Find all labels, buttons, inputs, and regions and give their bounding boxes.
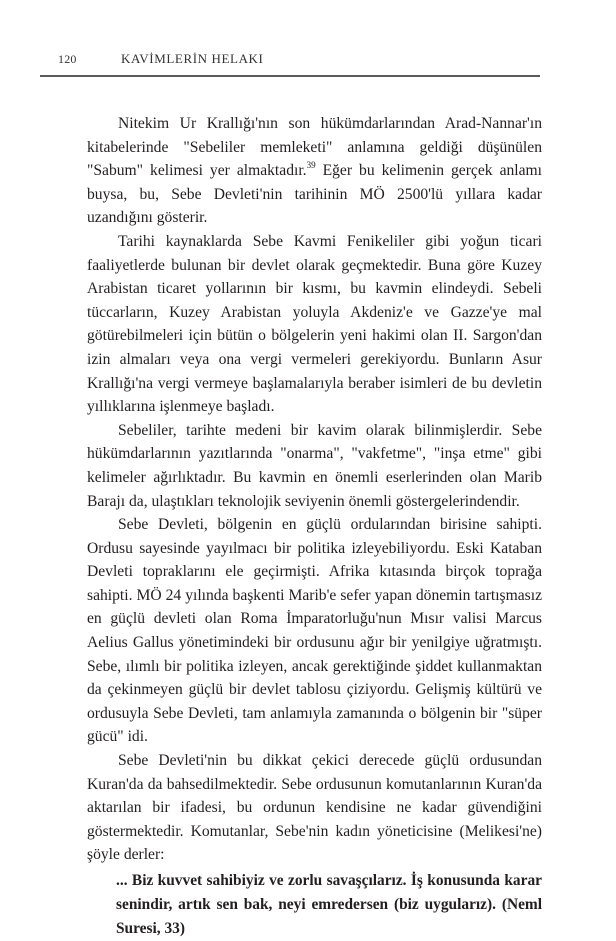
running-header [0,50,616,70]
paragraph-1-text: Nitekim Ur Krallığı'nın son hükümdarlarından Arad-Nannar'ın kitabelerinde "Sebeliler memleketi" anlamına geldiği düşünülen "Sabum" kelimesi yer almaktadır. [87,115,542,180]
book-title: KAVİMLERİN HELAKI [121,51,264,66]
header-rule [40,75,540,77]
paragraph-4: Sebe Devleti, bölgenin en güçlü ordularından birisine sahipti. Ordusu sayesinde yayılmacı bir politika izleyebiliyordu. Eski Kataban Devleti topraklarını ele geçirmişti. Afrika kıtasında birçok toprağa sahipti. MÖ 24 yılında başkenti Marib'e sefer yapan dönemin tartışmasız en güçlü devleti olan Roma İmparatorluğu'nun Mısır valisi Marcus Aelius Gallus yönetimindeki bir ordusunu ağır bir yenilgiye uğratmıştı. Sebe, ılımlı bir politika izleyen, ancak gerektiğinde şiddet kullanmaktan da çekinmeyen güçlü bir devlet tablosu çiziyordu. Gelişmiş kültürü ve ordusuyla Sebe Devleti, tam anlamıyla zamanında o bölgenin bir "süper gücü" idi. [87,516,542,746]
quran-quote: ... Biz kuvvet sahibiyiz ve zorlu savaşçılarız. İş konusunda karar senindir, artık sen bak, neyi emredersen (biz uygularız). (Neml Suresi, 33) [116,872,542,937]
body-text [87,112,542,941]
paragraph-2: Tarihi kaynaklarda Sebe Kavmi Fenikeliler gibi yoğun ticari faaliyetlerde bulunan bir devlet olarak geçmektedir. Buna göre Kuzey Arabistan ticaret yollarının bir kısmı, bu kavmin elindeydi. Sebeli tüccarların, Kuzey Arabistan yoluyla Akdeniz'e ve Gazze'ye mal götürebilmeleri için bütün o bölgelerin yeni hakimi olan II. Sargon'dan izin almaları veya ona vergi vermeleri gerekiyordu. Bunların Asur Krallığı'na vergi vermeye başlamalarıyla beraber isimleri de bu devletin yıllıklarına işlenmeye başladı. [87,232,542,416]
paragraph-1 [87,112,542,230]
footnote-reference[interactable]: 39 [306,160,316,170]
paragraph-5: Sebe Devleti'nin bu dikkat çekici derecede güçlü ordusundan Kuran'da da bahsedilmektedir. Sebe ordusunun komutanlarının Kuran'da aktarılan bir ifadesi, bu ordunun kendisine ne kadar güvendiğini göstermektedir. Komutanlar, Sebe'nin kadın yöneticisine (Melikesi'ne) şöyle derler: [87,752,542,864]
paragraph-3: Sebeliler, tarihte medeni bir kavim olarak bilinmişlerdir. Sebe hükümdarlarının yazıtlarında "onarma", "vakfetme", "inşa etme" gibi kelimeler ağırlıktadır. Bu kavmin en önemli eserlerinden olan Marib Barajı da, ulaştıkları teknolojik seviyenin önemli göstergelerindendir. [87,421,542,510]
page-number: 120 [58,52,77,66]
paragraph-1-text-cont: Eğer bu kelimenin gerçek anlamı buysa, bu, Sebe Devleti'nin tarihinin MÖ 2500'lü yıllara kadar uzandığını gösterir. [87,162,543,227]
